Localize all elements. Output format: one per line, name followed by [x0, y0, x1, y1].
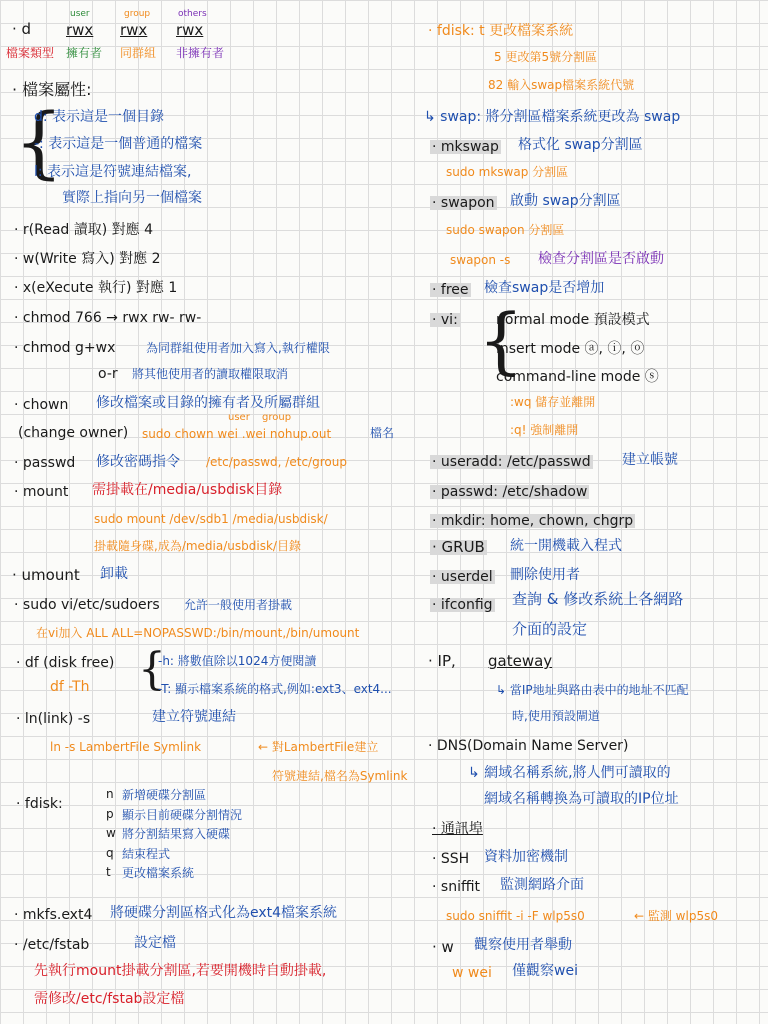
sudoers: · sudo vi/etc/sudoers: [14, 597, 160, 613]
mount: · mount: [14, 484, 69, 500]
x-exec: · x(eXecute 執行) 對應 1: [14, 280, 178, 296]
mkfs: · mkfs.ext4: [14, 907, 93, 923]
umount-desc: 卸載: [100, 566, 128, 582]
fdisk-opt-t-desc: 更改檔案系統: [122, 866, 195, 880]
sniffit-cmd: sudo sniffit -i -F wlp5s0: [446, 909, 585, 923]
userdel: · userdel: [432, 569, 493, 585]
swapon-s-desc: 檢查分割區是否啟動: [538, 251, 664, 267]
ln-cmd: ln -s LambertFile Symlink: [50, 740, 202, 754]
dns: · DNS(Domain Name Server): [428, 738, 629, 754]
passwd: · passwd: [14, 455, 76, 471]
mkfs-desc: 將硬碟分割區格式化為ext4檔案系統: [110, 905, 338, 921]
useradd-desc: 建立帳號: [622, 452, 678, 468]
fstab-desc: 設定檔: [134, 935, 176, 951]
label-file-type: 檔案類型: [6, 46, 55, 60]
free-desc: 檢查swap是否增加: [484, 280, 605, 296]
label-owner: 擁有者: [66, 46, 103, 60]
df: · df (disk free): [16, 655, 115, 671]
ssh: · SSH: [432, 851, 470, 867]
vi-mode-normal: normal mode 預設模式: [496, 312, 650, 328]
chown-example: sudo chown wei .wei nohup.out: [142, 427, 332, 441]
fdisk-opt-t-key: t: [106, 865, 111, 879]
fdisk-t-step1: 5 更改第5號分割區: [494, 50, 598, 64]
sniffit: · sniffit: [432, 879, 480, 895]
ln-cmd-desc2: 符號連結,檔名為Symlink: [272, 769, 408, 783]
rwx-user: rwx: [66, 21, 94, 39]
free: · free: [432, 282, 469, 298]
vi-mode-insert: insert mode ⓐ, ⓘ, ⓞ: [496, 341, 645, 357]
df-brace: {: [138, 644, 166, 695]
rwx-others: rwx: [176, 21, 204, 39]
grub: · GRUB: [432, 538, 485, 556]
w-cmd: w wei: [452, 965, 492, 981]
attr-l-cont: 實際上指向另一個檔案: [62, 190, 202, 206]
chmod-or-desc: 將其他使用者的讀取權限取消: [132, 367, 289, 381]
sudoers-desc: 允許一般使用者掛載: [184, 598, 293, 612]
perm-d: · d: [12, 20, 32, 38]
fdisk-opt-q-key: q: [106, 846, 114, 860]
sniffit-desc: 監測網路介面: [500, 877, 584, 893]
chown-user-label: user: [228, 412, 250, 423]
label-same-group: 同群組: [120, 46, 157, 60]
ln-cmd-desc: ← 對LambertFile建立: [258, 740, 379, 754]
fdisk: · fdisk:: [16, 796, 63, 812]
chown-group-label: group: [262, 412, 292, 423]
ssh-desc: 資料加密機制: [484, 849, 568, 865]
fdisk-opt-w-key: w: [106, 826, 116, 840]
swapon-desc: 啟動 swap分割區: [510, 193, 621, 209]
ln: · ln(link) -s: [16, 711, 91, 727]
gateway: gateway: [488, 652, 553, 670]
w-cmd-desc: 僅觀察wei: [512, 963, 578, 979]
ifconfig-desc1: 查詢 & 修改系統上各網路: [512, 590, 684, 608]
vi-wq: :wq 儲存並離開: [510, 395, 596, 409]
fstab-note2: 需修改/etc/fstab設定檔: [34, 991, 185, 1007]
df-h: -h: 將數值除以1024方便閱讀: [158, 654, 317, 668]
fstab: · /etc/fstab: [14, 937, 90, 953]
mount-cmd-desc: 掛載隨身碟,成為/media/usbdisk/目錄: [94, 539, 301, 553]
swapon: · swapon: [432, 195, 495, 211]
swapon-s: swapon -s: [450, 253, 511, 267]
passwd-shadow: · passwd: /etc/shadow: [432, 484, 588, 500]
df-T: -T: 顯示檔案系統的格式,例如:ext3、ext4...: [158, 682, 392, 696]
ln-desc: 建立符號連結: [152, 709, 236, 725]
fdisk-opt-n-desc: 新增硬碟分割區: [122, 788, 207, 802]
attr-title: · 檔案屬性:: [12, 80, 92, 99]
attr-d: d: 表示這是一個目錄: [34, 109, 165, 125]
swapon-cmd: sudo swapon 分割區: [446, 223, 565, 237]
mkswap-cmd: sudo mkswap 分割區: [446, 165, 569, 179]
sudoers-line: 在vi加入 ALL ALL=NOPASSWD:/bin/mount,/bin/umount: [36, 626, 360, 640]
rwx-group: rwx: [120, 21, 148, 39]
label-user: user: [70, 9, 90, 19]
fdisk-opt-q-desc: 結束程式: [122, 847, 171, 861]
attr-brace: {: [14, 98, 64, 188]
grub-desc: 統一開機載入程式: [510, 538, 622, 554]
dns-desc2: 網域名稱轉換為可讀取的IP位址: [484, 791, 679, 807]
gateway-desc1: ↳ 當IP地址與路由表中的地址不匹配: [496, 683, 689, 697]
mount-desc: 需掛載在/media/usbdisk目錄: [92, 482, 283, 498]
ifconfig-desc2: 介面的設定: [512, 620, 588, 638]
mkswap: · mkswap: [432, 139, 499, 155]
ip: · IP,: [428, 652, 456, 670]
fdisk-opt-p-key: p: [106, 807, 114, 821]
vi-brace: {: [478, 298, 524, 382]
sniffit-cmd-desc: ← 監測 wlp5s0: [634, 909, 718, 923]
r-read: · r(Read 讀取) 對應 4: [14, 222, 154, 238]
vi: · vi:: [432, 312, 458, 328]
passwd-desc: 修改密碼指令: [96, 454, 180, 470]
passwd-files: /etc/passwd, /etc/group: [206, 455, 347, 469]
mkswap-desc: 格式化 swap分割區: [518, 137, 643, 153]
w-desc: 觀察使用者舉動: [474, 937, 572, 953]
df-cmd: df -Th: [50, 679, 90, 695]
chmod-or: o-r: [98, 366, 118, 382]
fdisk-t-step2: 82 輸入swap檔案系統代號: [488, 78, 635, 92]
chown: · chown: [14, 397, 69, 413]
attr-l: l: 表示這是符號連結檔案,: [34, 164, 192, 180]
label-others: others: [178, 9, 207, 19]
attr-dash: -: 表示這是一個普通的檔案: [34, 136, 203, 152]
w: · w: [432, 938, 454, 956]
chmod-766: · chmod 766 → rwx rw- rw-: [14, 310, 202, 326]
swap: ↳ swap: 將分割區檔案系統更改為 swap: [424, 109, 681, 125]
change-owner: (change owner): [18, 425, 129, 441]
gateway-desc2: 時,使用預設閘道: [512, 709, 600, 723]
userdel-desc: 刪除使用者: [510, 567, 580, 583]
chmod-gwx-desc: 為同群組使用者加入寫入,執行權限: [146, 341, 330, 355]
fdisk-opt-p-desc: 顯示目前硬碟分割情況: [122, 808, 243, 822]
vi-q: :q! 強制離開: [510, 423, 579, 437]
fdisk-t: · fdisk: t 更改檔案系統: [428, 23, 574, 39]
fdisk-opt-n-key: n: [106, 787, 114, 801]
umount: · umount: [12, 566, 80, 584]
chmod-gwx: · chmod g+wx: [14, 340, 116, 356]
ifconfig: · ifconfig: [432, 597, 493, 613]
dns-desc1: ↳ 網域名稱系統,將人們可讀取的: [468, 765, 671, 781]
fdisk-opt-w-desc: 將分割結果寫入硬碟: [122, 827, 231, 841]
w-write: · w(Write 寫入) 對應 2: [14, 251, 161, 267]
fstab-note1: 先執行mount掛載分割區,若要開機時自動掛載,: [34, 963, 327, 979]
label-group: group: [124, 9, 151, 19]
chown-desc: 修改檔案或目錄的擁有者及所屬群組: [96, 395, 320, 411]
label-non-owner: 非擁有者: [176, 46, 225, 60]
vi-mode-command: command-line mode ⓢ: [496, 369, 659, 385]
mkdir: · mkdir: home, chown, chgrp: [432, 513, 634, 529]
port: · 通訊埠: [432, 821, 483, 837]
chown-file-label: 檔名: [370, 426, 395, 440]
useradd: · useradd: /etc/passwd: [432, 454, 591, 470]
mount-cmd: sudo mount /dev/sdb1 /media/usbdisk/: [94, 512, 328, 526]
